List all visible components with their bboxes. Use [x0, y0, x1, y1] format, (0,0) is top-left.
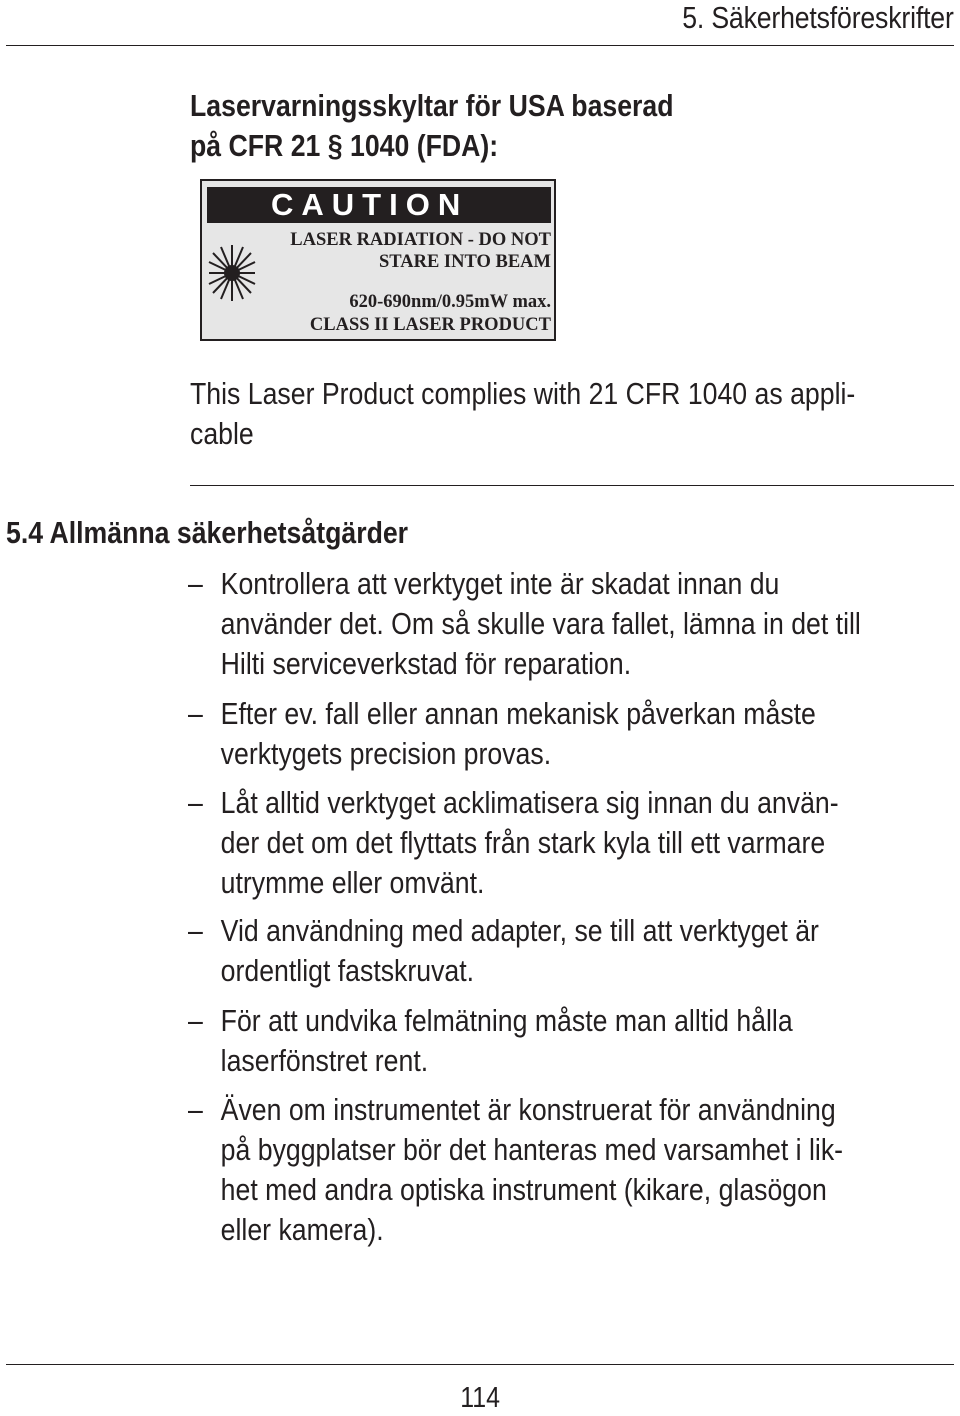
list-item-line: utrymme eller omvänt.: [220, 865, 485, 900]
list-item: [188, 694, 816, 774]
list-item-line: verktygets precision provas.: [220, 736, 552, 771]
list-item-line: eller kamera).: [220, 1212, 384, 1247]
list-item-line: på byggplatser bör det hanteras med varsamhet i lik-: [220, 1132, 844, 1167]
list-item: [188, 564, 861, 684]
usa-heading-line: Laservarningsskyltar för USA baserad: [190, 88, 674, 123]
list-item-line: Låt alltid verktyget acklimatisera sig innan du använ-: [220, 785, 839, 820]
list-item-line: Även om instrumentet är konstruerat för användning: [220, 1092, 836, 1127]
list-dash: –: [188, 566, 203, 601]
list-dash: –: [188, 1003, 203, 1038]
list-item: [188, 1090, 843, 1250]
header-rule: [6, 45, 954, 46]
list-item-line: het med andra optiska instrument (kikare, glasögon: [220, 1172, 827, 1207]
list-dash: –: [188, 1092, 203, 1127]
section-heading: 5.4 Allmänna säkerhetsåtgärder: [6, 515, 409, 550]
label-text-line: LASER RADIATION - DO NOT: [290, 230, 551, 250]
list-item-line: ordentligt fastskruvat.: [220, 953, 475, 988]
list-item: [188, 911, 819, 991]
chapter-header: 5. Säkerhetsföreskrifter: [682, 0, 954, 35]
section-rule: [190, 485, 954, 486]
label-class-line: CLASS II LASER PRODUCT: [309, 315, 551, 335]
page-number: [0, 1381, 960, 1415]
compliance-line: cable: [190, 416, 254, 451]
list-item-line: laserfönstret rent.: [220, 1043, 429, 1078]
compliance-line: This Laser Product complies with 21 CFR 1040 as appli-: [190, 376, 856, 411]
usa-heading-line: på CFR 21 § 1040 (FDA):: [190, 128, 499, 163]
list-dash: –: [188, 696, 203, 731]
laser-caution-label: [200, 179, 556, 341]
laser-starburst-icon: [207, 243, 257, 303]
label-text-line: STARE INTO BEAM: [378, 252, 551, 272]
list-item: [188, 1001, 793, 1081]
compliance-statement: [190, 374, 947, 454]
caution-banner: CAUTION: [207, 187, 551, 223]
list-item-line: Efter ev. fall eller annan mekanisk påverkan måste: [220, 696, 816, 731]
list-dash: –: [188, 785, 203, 820]
page-number-text: 114: [460, 1382, 500, 1414]
list-item-line: använder det. Om så skulle vara fallet, lämna in det till: [220, 606, 861, 641]
list-item-line: Kontrollera att verktyget inte är skadat innan du: [220, 566, 780, 601]
label-spec-line: 620-690nm/0.95mW max.: [349, 292, 551, 312]
list-item: [188, 783, 839, 903]
footer-rule: [6, 1364, 954, 1365]
list-item-line: Vid användning med adapter, se till att verktyget är: [220, 913, 819, 948]
usa-label-heading: [190, 86, 674, 166]
list-item-line: För att undvika felmätning måste man alltid hålla: [220, 1003, 793, 1038]
list-item-line: Hilti serviceverkstad för reparation.: [220, 646, 632, 681]
list-dash: –: [188, 913, 203, 948]
list-item-line: der det om det flyttats från stark kyla till ett varmare: [220, 825, 826, 860]
